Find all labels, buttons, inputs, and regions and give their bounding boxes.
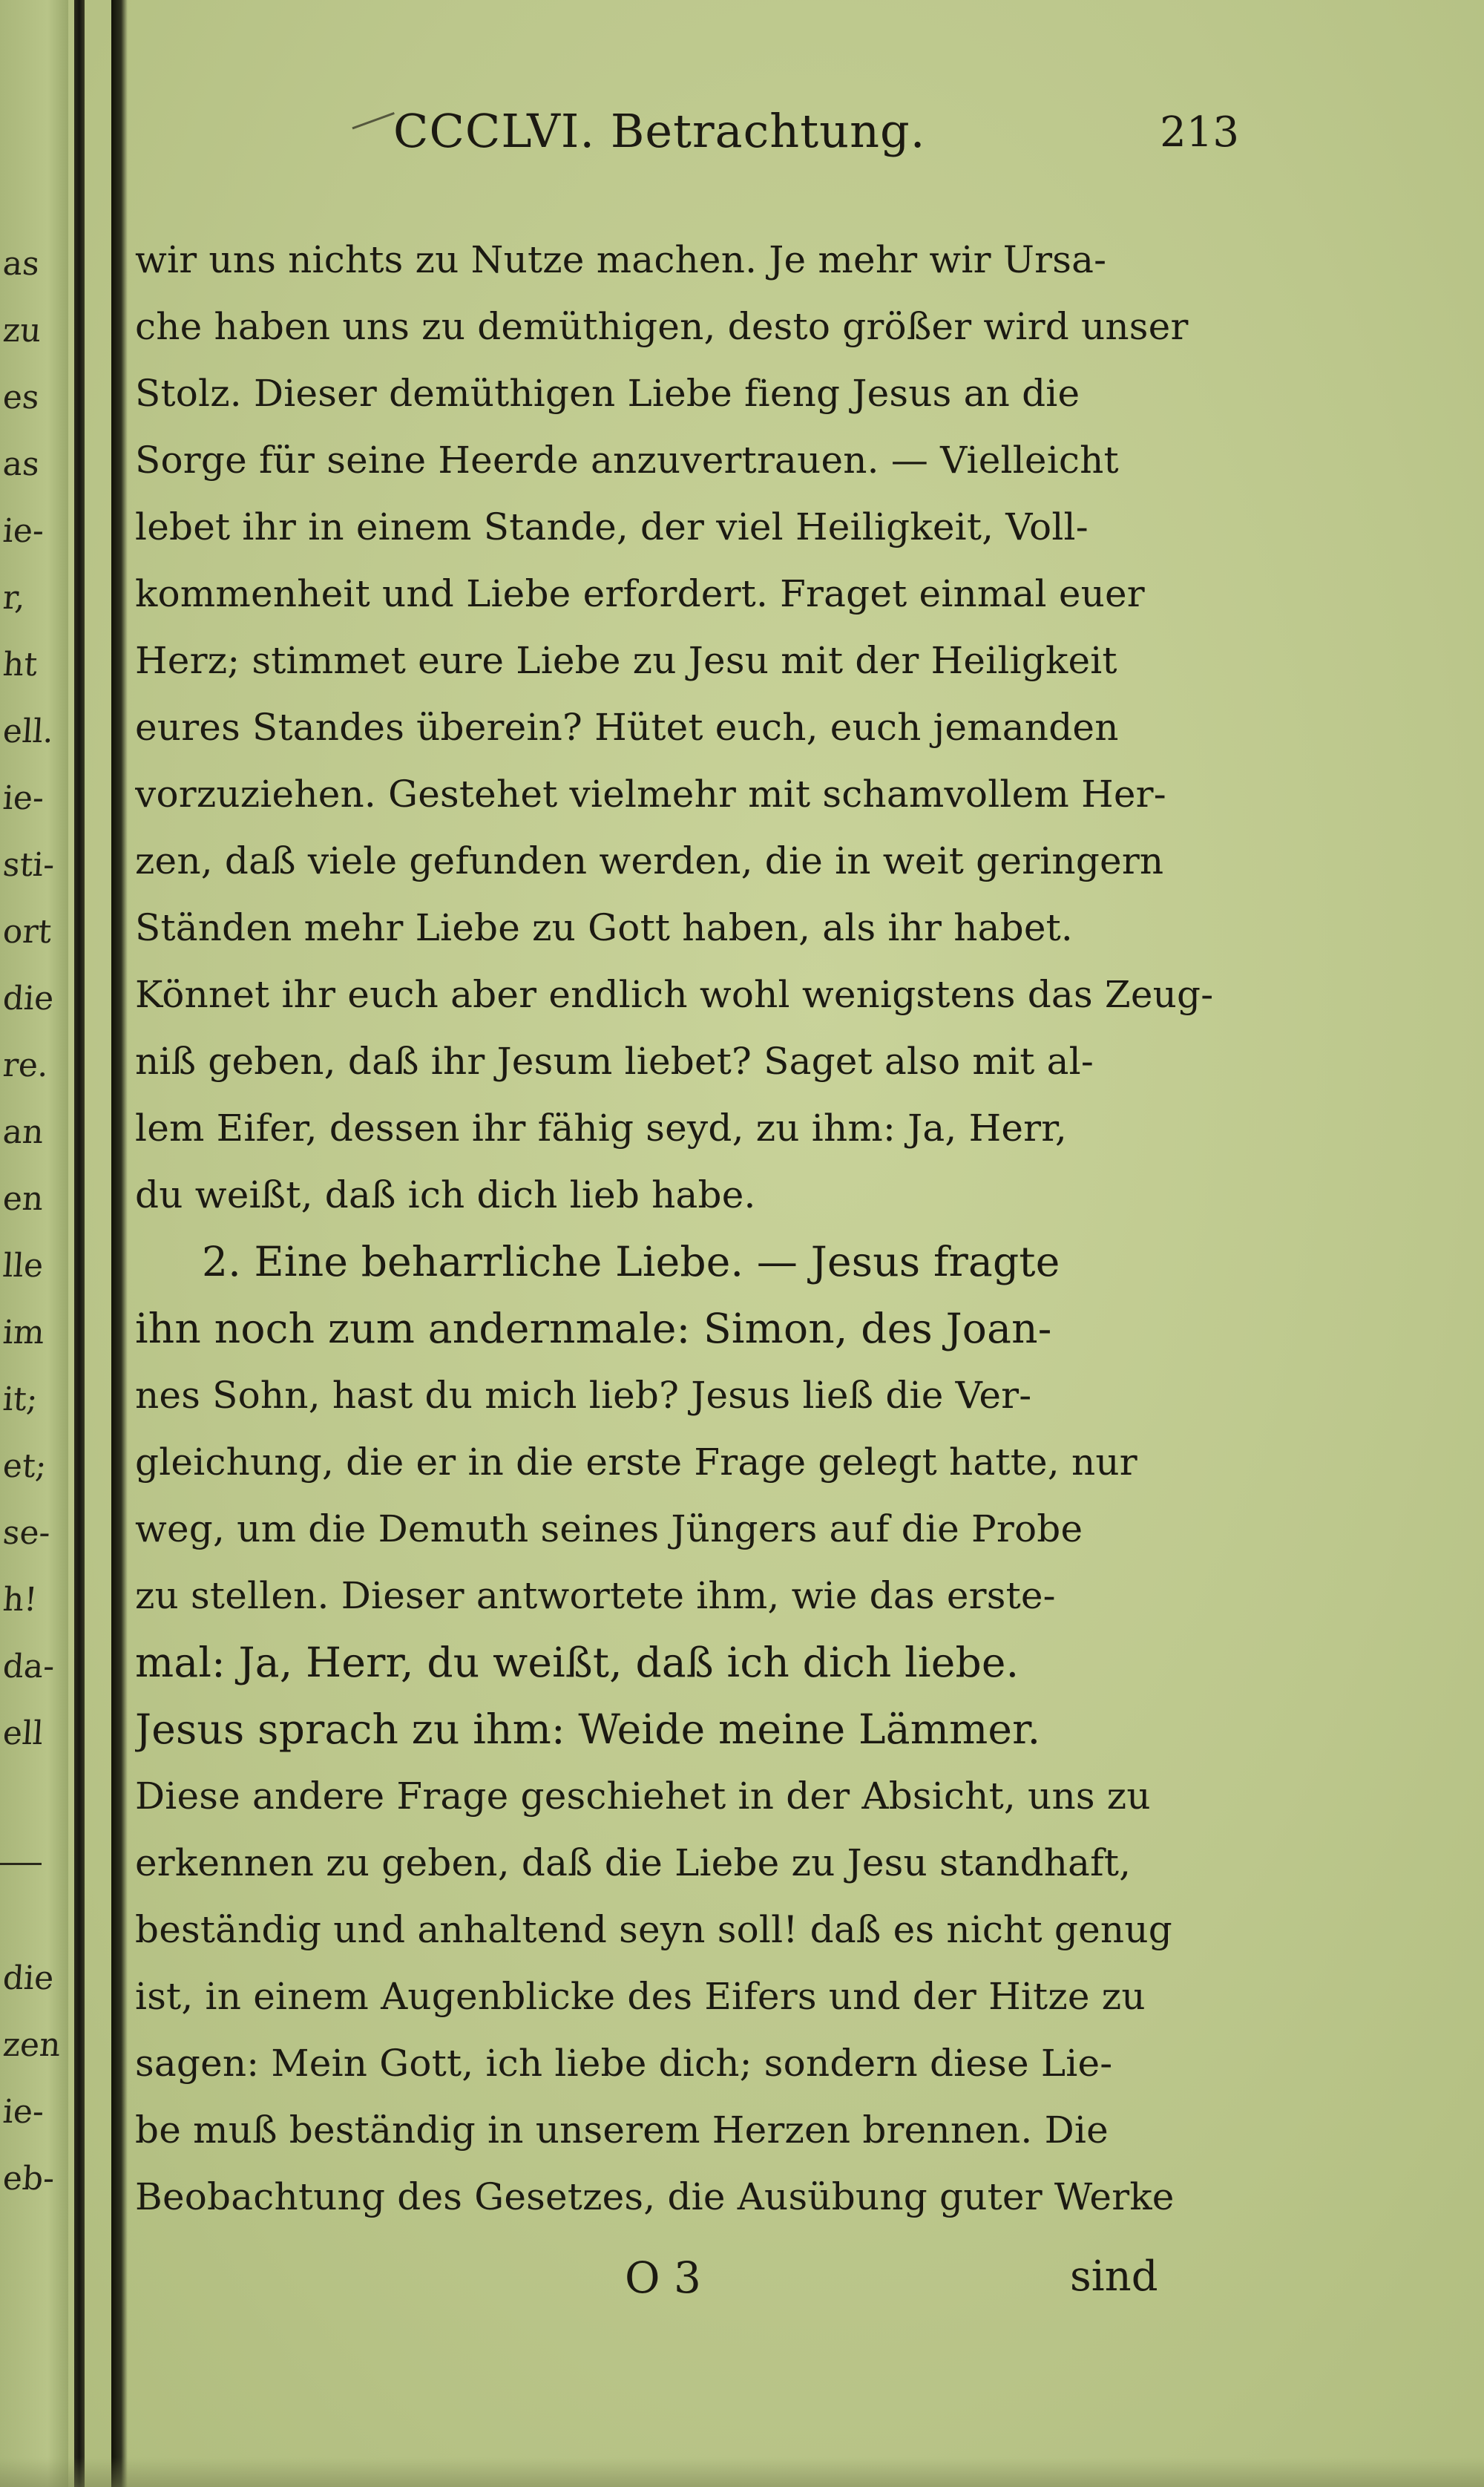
text-line: mal: Ja, Herr, du weißt, daß ich dich liebe.	[135, 1639, 1020, 1686]
facing-fragment: ort	[1, 913, 53, 951]
facing-fragment: it;	[1, 1380, 39, 1418]
text-line: sagen: Mein Gott, ich liebe dich; sondern diese Lie-	[135, 2042, 1113, 2085]
text-line: kommenheit und Liebe erfordert. Fraget einmal euer	[135, 572, 1145, 615]
facing-fragment: die	[1, 980, 56, 1018]
facing-fragment: as	[1, 445, 41, 483]
text-line: be muß beständig in unserem Herzen brennen. Die	[135, 2108, 1109, 2152]
facing-fragment: re.	[1, 1046, 50, 1084]
text-line: Sorge für seine Heerde anzuvertrauen. — Vielleicht	[135, 439, 1119, 482]
gutter-shadow	[111, 0, 128, 2487]
catchword: sind	[1070, 2252, 1158, 2301]
book-gutter	[74, 0, 85, 2487]
text-line: lebet ihr in einem Stande, der viel Heiligkeit, Voll-	[135, 505, 1089, 548]
facing-fragment: es	[1, 379, 41, 416]
facing-fragment: da-	[1, 1648, 56, 1685]
facing-fragment: ell.	[1, 712, 55, 750]
text-line: Herz; stimmet eure Liebe zu Jesu mit der Heiligkeit	[135, 639, 1117, 682]
page-header	[356, 104, 1365, 163]
facing-fragment: se-	[1, 1514, 52, 1552]
facing-fragment: im	[1, 1314, 46, 1351]
text-line: eures Standes überein? Hütet euch, euch jemanden	[135, 706, 1119, 749]
facing-page-margin	[0, 0, 68, 2487]
facing-fragment: ell	[1, 1714, 45, 1752]
running-title: CCCLVI. Betrachtung.	[393, 104, 926, 158]
section-heading-line: 2. Eine beharrliche Liebe. — Jesus fragte	[202, 1238, 1060, 1285]
facing-fragment: r,	[1, 579, 27, 617]
text-line: zu stellen. Dieser antwortete ihm, wie das erste-	[135, 1574, 1056, 1617]
text-line: Könnet ihr euch aber endlich wohl wenigstens das Zeug-	[135, 973, 1214, 1016]
page-number: 213	[1160, 108, 1239, 157]
text-line: ihn noch zum andernmale: Simon, des Joan-	[135, 1305, 1052, 1352]
facing-fragment: ie-	[1, 512, 45, 550]
text-line: Ständen mehr Liebe zu Gott haben, als ihr habet.	[135, 906, 1074, 949]
facing-fragment: zen	[1, 2026, 62, 2064]
text-line: vorzuziehen. Gestehet vielmehr mit schamvollem Her-	[135, 773, 1166, 816]
facing-fragment: lle	[1, 1247, 45, 1285]
text-line: wir uns nichts zu Nutze machen. Je mehr wir Ursa-	[135, 238, 1107, 281]
facing-fragment: ie-	[1, 779, 45, 817]
page-bottom-shadow	[0, 2457, 1484, 2487]
text-line: Stolz. Dieser demüthigen Liebe fieng Jesus an die	[135, 372, 1080, 415]
text-line: Beobachtung des Gesetzes, die Ausübung guter Werke	[135, 2175, 1175, 2218]
text-line: beständig und anhaltend seyn soll! daß es nicht genug	[135, 1908, 1172, 1951]
facing-fragment: ie-	[1, 2093, 45, 2131]
page-footer	[135, 2252, 1241, 2327]
facing-page-rule	[0, 1863, 42, 1865]
text-line: weg, um die Demuth seines Jüngers auf die Probe	[135, 1507, 1083, 1550]
facing-fragment: h!	[1, 1581, 39, 1619]
text-line: du weißt, daß ich dich lieb habe.	[135, 1173, 756, 1216]
facing-fragment: die	[1, 1959, 56, 1997]
facing-fragment: an	[1, 1113, 45, 1151]
facing-fragment: en	[1, 1180, 45, 1218]
text-line: erkennen zu geben, daß die Liebe zu Jesu standhaft,	[135, 1841, 1132, 1884]
text-line: che haben uns zu demüthigen, desto größer wird unser	[135, 305, 1189, 348]
facing-fragment: sti-	[1, 846, 56, 884]
signature-mark: O 3	[625, 2252, 701, 2303]
text-line: lem Eifer, dessen ihr fähig seyd, zu ihm: Ja, Herr,	[135, 1107, 1067, 1150]
facing-fragment: as	[1, 245, 41, 283]
facing-fragment: et;	[1, 1447, 48, 1485]
text-line: ist, in einem Augenblicke des Eifers und der Hitze zu	[135, 1975, 1146, 2018]
facing-fragment: ht	[1, 646, 39, 684]
body-text	[135, 226, 1241, 2230]
text-line: Diese andere Frage geschiehet in der Absicht, uns zu	[135, 1775, 1151, 1818]
facing-page-fragments	[0, 0, 68, 2487]
text-line: gleichung, die er in die erste Frage gelegt hatte, nur	[135, 1441, 1137, 1484]
facing-fragment: eb-	[1, 2160, 56, 2198]
text-line: nes Sohn, hast du mich lieb? Jesus ließ die Ver-	[135, 1374, 1032, 1417]
text-line: Jesus sprach zu ihm: Weide meine Lämmer.	[135, 1705, 1041, 1753]
text-line: niß geben, daß ihr Jesum liebet? Saget also mit al-	[135, 1040, 1094, 1083]
text-line: zen, daß viele gefunden werden, die in weit geringern	[135, 839, 1164, 882]
facing-fragment: zu	[1, 312, 43, 350]
